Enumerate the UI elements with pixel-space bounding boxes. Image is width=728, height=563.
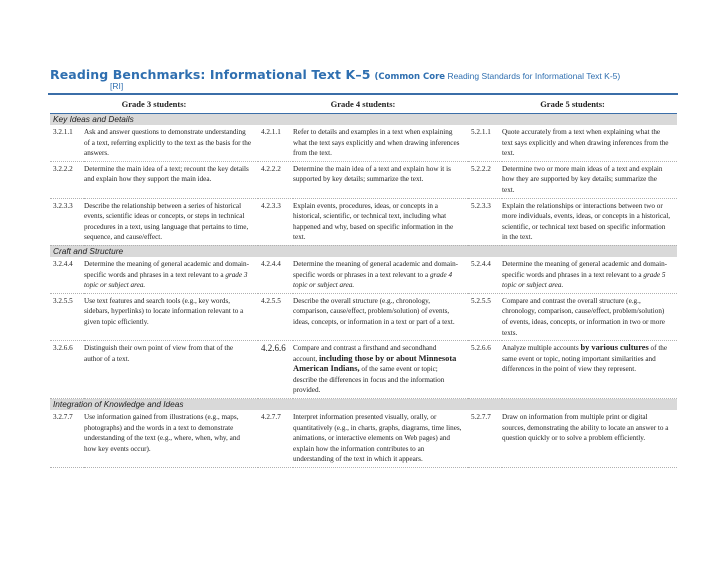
table-row [50,293,677,340]
document-title [50,66,690,84]
standard-text: Determine the main idea of a text; recount the key details and explain how they support the main idea. [84,161,258,198]
standard-text: Quote accurately from a text when explaining what the text says explicitly and when drawing inferences from the text. [502,125,677,161]
standard-number: 5.2.5.5 [468,293,502,340]
table-row [50,410,677,467]
standard-number: 4.2.1.1 [258,125,293,161]
section-label-key-ideas: Key Ideas and Details [50,114,677,126]
standard-number: 3.2.2.2 [50,161,84,198]
standard-number: 3.2.3.3 [50,198,84,245]
standard-number: 4.2.7.7 [258,410,293,467]
title-common-core: Common Core [378,72,446,82]
title-rest: Reading Standards for Informational Text K-5) [445,71,621,81]
standard-number: 4.2.4.4 [258,257,293,293]
standard-text: Distinguish their own point of view from that of the author of a text. [84,341,258,399]
standard-number: 4.2.3.3 [258,198,293,245]
standard-text: Use text features and search tools (e.g., key words, sidebars, hyperlinks) to locate information relevant to a given topic efficiently. [84,293,258,340]
section-row-integration [50,399,677,411]
standard-text-part: Determine the meaning of general academic and domain-specific words and phrases in a text relevant to a [502,259,668,279]
standard-text-bold: including those by or about Minnesota American Indians, [293,353,457,374]
header-grade-4: Grade 4 students: [258,96,468,114]
title-ri-code: [RI] [110,81,124,91]
standard-number: 4.2.2.2 [258,161,293,198]
standard-number: 5.2.1.1 [468,125,502,161]
standard-text-part: of the same event or topic, noting important similarities and differences in the point of view they represent. [502,344,668,374]
standard-number: 3.2.1.1 [50,125,84,161]
standard-text [502,341,677,399]
standard-number: 5.2.7.7 [468,410,502,467]
standard-number: 5.2.3.3 [468,198,502,245]
standard-number: 3.2.6.6 [50,341,84,399]
standard-number: 4.2.6.6 [258,341,293,399]
standard-text: Describe the relationship between a series of historical events, scientific ideas or concepts, or steps in technical procedures in a text, using language that pertains to time, sequence, and cause/effect. [84,198,258,245]
table-header-row [50,96,677,114]
standard-text [502,257,677,293]
standard-text-italic: grade 3 topic or subject area. [84,270,248,290]
standard-number: 5.2.6.6 [468,341,502,399]
standard-number: 5.2.4.4 [468,257,502,293]
standard-text: Explain the relationships or interactions between two or more individuals, events, ideas, or concepts in a historical, scientific, or technical text based on specific information in the text. [502,198,677,245]
standard-text-part: of the same event or topic; describe the differences in focus and the information provided. [293,365,445,395]
standard-text-part: Determine the meaning of general academic and domain-specific words or phrases in a text relevant to a [293,259,459,279]
standard-text: Determine the main idea of a text and explain how it is supported by key details; summarize the text. [293,161,468,198]
table-row [50,257,677,293]
standard-text [84,257,258,293]
standard-text [293,257,468,293]
standard-text: Determine two or more main ideas of a text and explain how they are supported by key details; summarize the text. [502,161,677,198]
standard-number: 3.2.7.7 [50,410,84,467]
standard-text-part: Compare and contrast a firsthand and secondhand account, [293,344,437,363]
table-row [50,341,677,399]
table-row [50,161,677,198]
section-row-key-ideas [50,114,677,126]
title-open-paren: ( [374,72,379,82]
standard-number: 4.2.5.5 [258,293,293,340]
title-main: Reading Benchmarks: Informational Text K–5 [50,67,371,82]
standard-text-italic: grade 4 topic or subject area. [293,270,453,290]
standard-text-part: Determine the meaning of general academic and domain-specific words and phrases in a text relevant to a [84,259,250,279]
standard-number: 3.2.4.4 [50,257,84,293]
benchmarks-table [50,96,677,468]
standard-text: Compare and contrast the overall structure (e.g., chronology, comparison, cause/effect, problem/solution) of events, ideas, concepts, or information in two or more texts. [502,293,677,340]
header-grade-5: Grade 5 students: [468,96,677,114]
title-rule [48,93,678,95]
standard-number: 5.2.2.2 [468,161,502,198]
section-label-craft: Craft and Structure [50,245,677,257]
header-grade-3: Grade 3 students: [50,96,258,114]
standard-text: Use information gained from illustrations (e.g., maps, photographs) and the words in a text to demonstrate understanding of the text (e.g., where, when, why, and how key events occur). [84,410,258,467]
standard-number: 3.2.5.5 [50,293,84,340]
standard-text-part: Analyze multiple accounts [502,344,581,353]
standard-text-bold: by various cultures [580,343,649,353]
section-row-craft [50,245,677,257]
standard-text: Ask and answer questions to demonstrate understanding of a text, referring explicitly to the text as the basis for the answers. [84,125,258,161]
standard-text [293,341,468,399]
table-row [50,125,677,161]
standard-text: Explain events, procedures, ideas, or concepts in a historical, scientific, or technical text, including what happened and why, based on specific information in the text. [293,198,468,245]
standard-text: Refer to details and examples in a text when explaining what the text says explicitly and when drawing inferences from the text. [293,125,468,161]
section-label-integration: Integration of Knowledge and Ideas [50,399,677,411]
table-row [50,198,677,245]
standard-text: Interpret information presented visually, orally, or quantitatively (e.g., in charts, graphs, diagrams, time lines, animations, or interactive elements on Web pages) and explain how the information contributes to an understanding of the text in which it appears. [293,410,468,467]
standard-text: Describe the overall structure (e.g., chronology, comparison, cause/effect, problem/solution) of events, ideas, concepts, or information in a text or part of a text. [293,293,468,340]
standard-text: Draw on information from multiple print or digital sources, demonstrating the ability to locate an answer to a question quickly or to solve a problem efficiently. [502,410,677,467]
standard-text-italic: grade 5 topic or subject area. [502,270,666,290]
